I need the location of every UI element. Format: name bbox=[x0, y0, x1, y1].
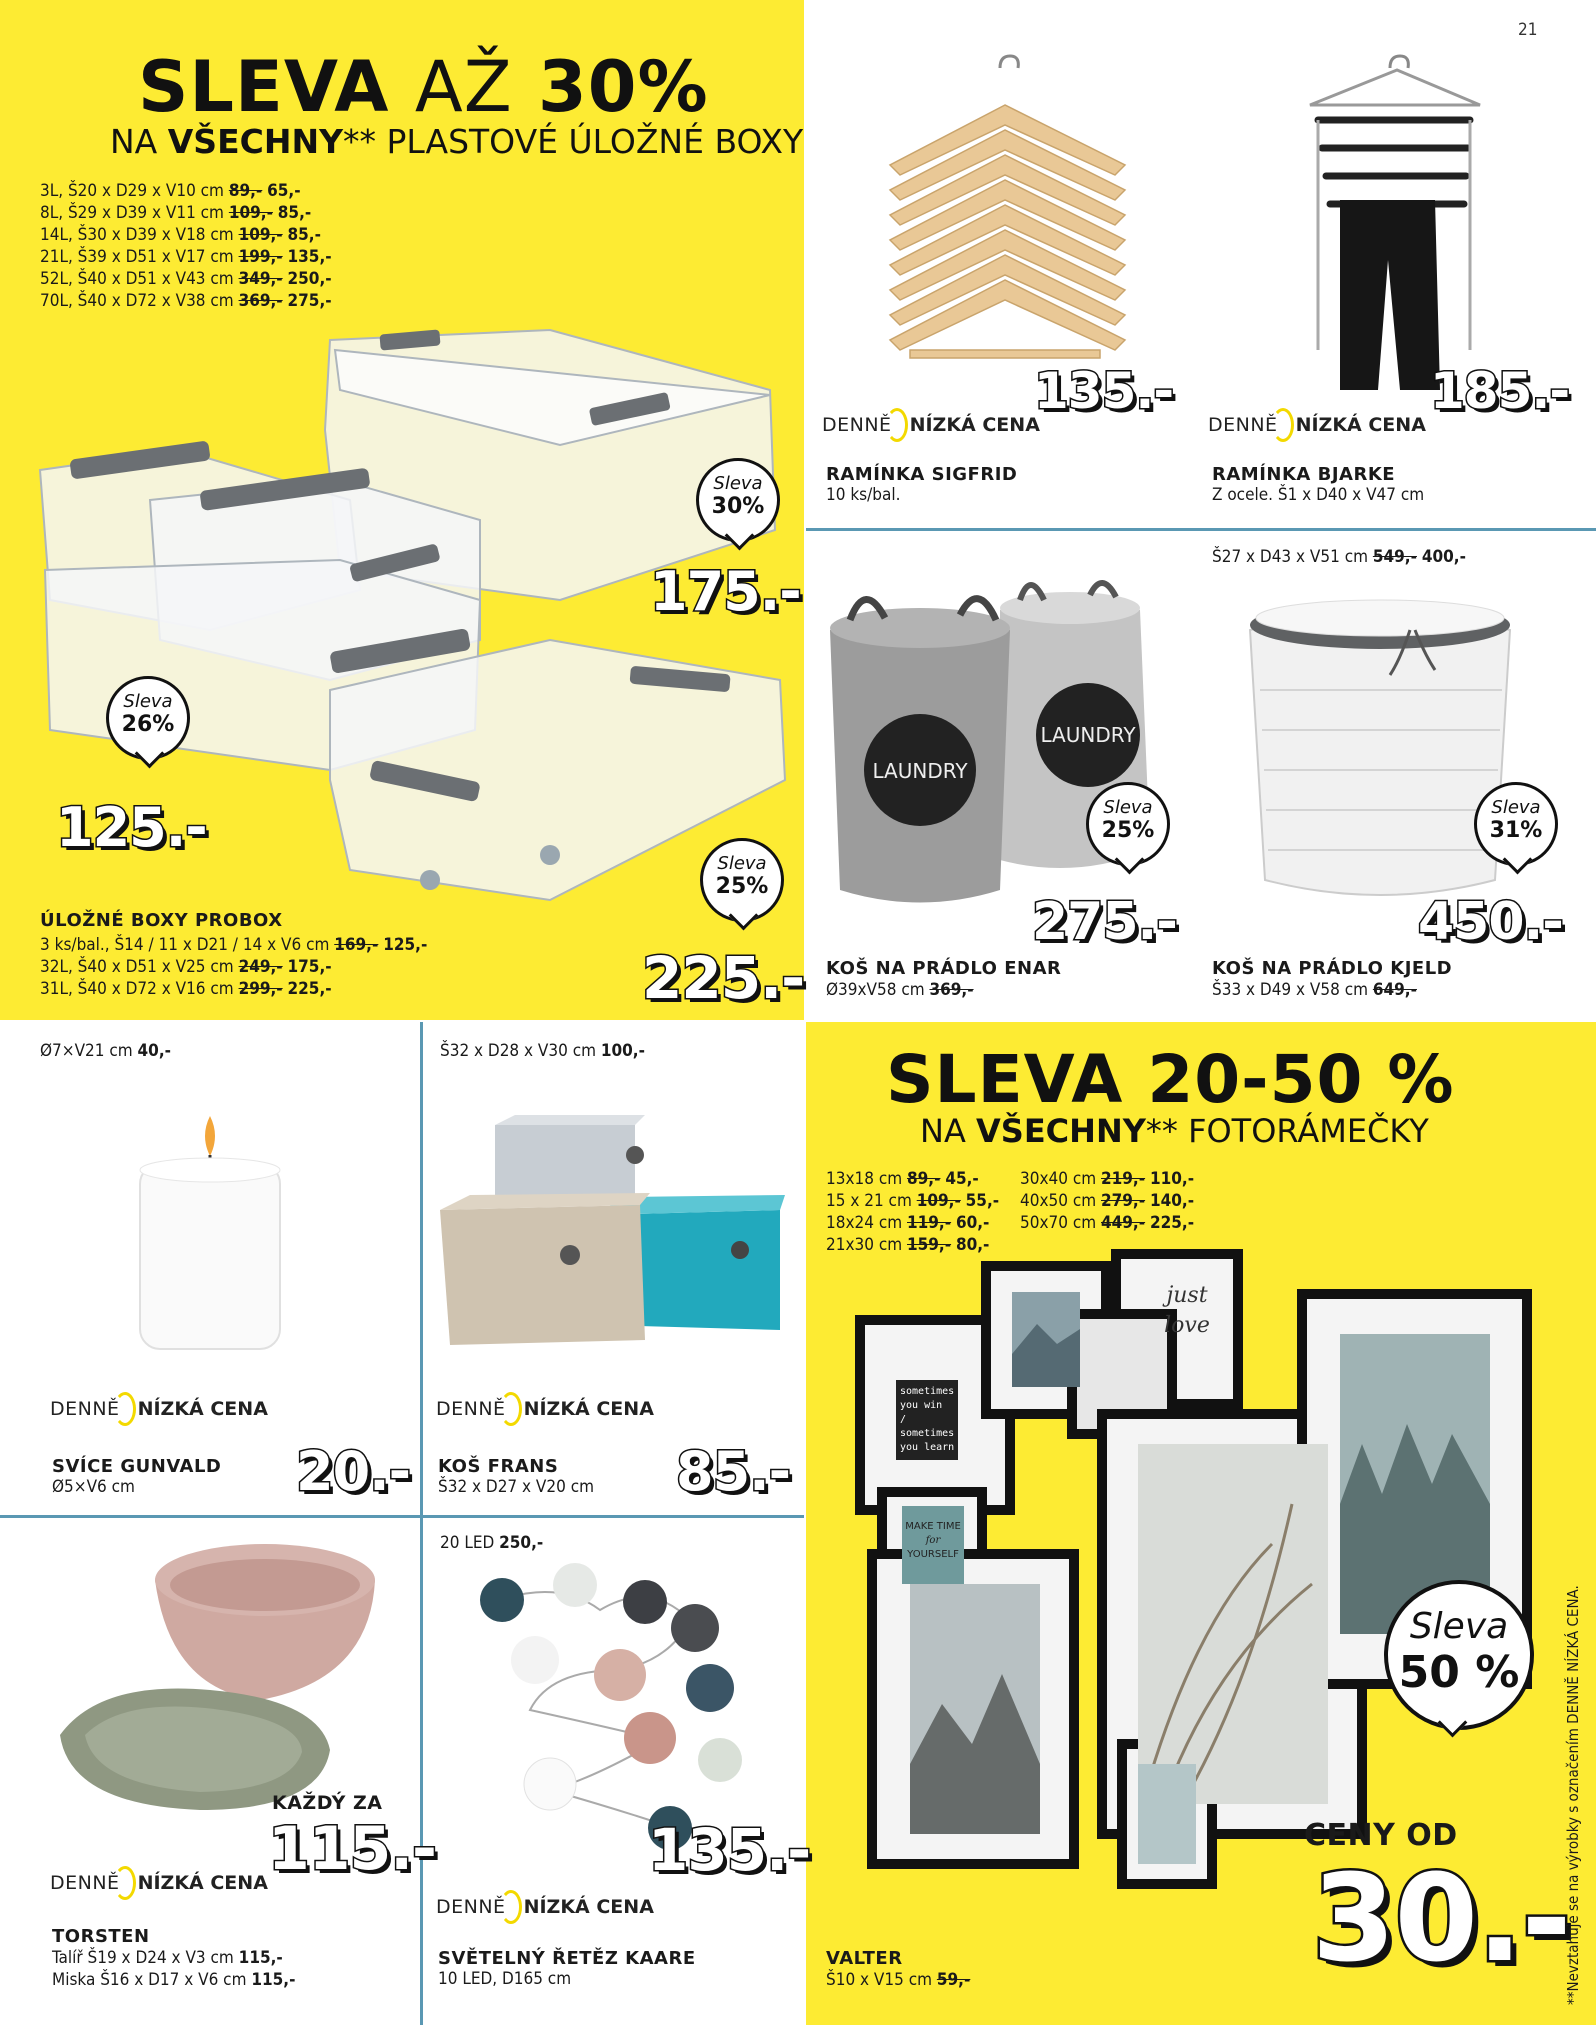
boxes-size-list bbox=[40, 180, 332, 312]
product-line: Miska Š16 x D17 x V6 cm 115,- bbox=[52, 1970, 296, 1990]
discount-badge: Sleva 25% bbox=[700, 838, 784, 922]
svg-text:sometimes: sometimes bbox=[900, 1428, 955, 1439]
each-for-label: KAŽDÝ ZA bbox=[272, 1792, 383, 1814]
product-line: Talíř Š19 x D24 x V3 cm 115,- bbox=[52, 1948, 283, 1968]
frans-info bbox=[438, 1456, 594, 1497]
daily-low-price-logo: DENNĚ NÍZKÁ CENA bbox=[822, 408, 1040, 442]
divider-top-right bbox=[806, 528, 1596, 531]
svg-text:LAUNDRY: LAUNDRY bbox=[872, 759, 968, 783]
size-row: 13x18 cm 89,- 45,- bbox=[826, 1169, 979, 1189]
kaare-top-spec: 20 LED 250,- bbox=[440, 1533, 544, 1553]
frames-subtitle: NA VŠECHNY** FOTORÁMEČKY bbox=[920, 1112, 1429, 1150]
daily-low-price-logo: DENNĚ NÍZKÁ CENA bbox=[436, 1890, 654, 1924]
daily-low-price-logo: DENNĚ NÍZKÁ CENA bbox=[436, 1392, 654, 1426]
discount-badge: Sleva 26% bbox=[106, 676, 190, 760]
product-desc: Š32 x D27 x V20 cm bbox=[438, 1477, 595, 1497]
price-tag: 135.- bbox=[1034, 362, 1174, 420]
svg-text:/: / bbox=[900, 1414, 907, 1425]
frames-size-list-right bbox=[1020, 1168, 1194, 1234]
price-tag: 450.- bbox=[1418, 892, 1563, 952]
discount-badge: Sleva 50 % bbox=[1384, 1580, 1534, 1730]
cotton-ball-lights-image bbox=[470, 1560, 770, 1860]
svg-text:for: for bbox=[925, 1535, 941, 1546]
product-name: KOŠ NA PRÁDLO KJELD bbox=[1212, 958, 1453, 979]
bowl-and-plate-image bbox=[40, 1540, 410, 1830]
svg-text:LAUNDRY: LAUNDRY bbox=[1040, 723, 1136, 747]
frames-title: SLEVA 20-50 % bbox=[886, 1041, 1455, 1118]
size-row: 50x70 cm 449,- 225,- bbox=[1020, 1213, 1195, 1233]
size-row: 14L, Š30 x D39 x V18 cm 109,- 85,- bbox=[40, 225, 321, 245]
product-name: RAMÍNKA SIGFRID bbox=[826, 464, 1018, 485]
frans-top-spec: Š32 x D28 x V30 cm 100,- bbox=[440, 1041, 645, 1061]
product-name: KOŠ NA PRÁDLO ENAR bbox=[826, 958, 1062, 979]
product-line: 31L, Š40 x D72 x V16 cm 299,- 225,- bbox=[40, 979, 332, 999]
price-tag: 30.- bbox=[1312, 1850, 1571, 1989]
candle-image bbox=[120, 1100, 300, 1370]
fabric-boxes-image bbox=[440, 1115, 790, 1355]
product-desc: Z ocele. Š1 x D40 x V47 cm bbox=[1212, 485, 1425, 505]
product-desc: Š10 x V15 cm 59,- bbox=[826, 1970, 971, 1990]
svg-text:love: love bbox=[1164, 1313, 1210, 1338]
product-name: SVĚTELNÝ ŘETĚZ KAARE bbox=[438, 1948, 696, 1969]
prices-from-label: CENY OD bbox=[1304, 1818, 1458, 1853]
price-tag: 275.- bbox=[1032, 892, 1177, 952]
sigfrid-info bbox=[826, 464, 1017, 505]
valter-info bbox=[826, 1948, 970, 1991]
svg-text:MAKE TIME: MAKE TIME bbox=[905, 1521, 961, 1532]
wicker-basket-image bbox=[1240, 580, 1520, 910]
page-number: 21 bbox=[1518, 20, 1538, 40]
daily-low-price-logo: DENNĚ NÍZKÁ CENA bbox=[1208, 408, 1426, 442]
size-row: 70L, Š40 x D72 x V38 cm 369,- 275,- bbox=[40, 291, 332, 311]
wooden-hangers-image bbox=[870, 50, 1140, 390]
kaare-info bbox=[438, 1948, 696, 1989]
size-row: 8L, Š29 x D39 x V11 cm 109,- 85,- bbox=[40, 203, 312, 223]
price-tag: 225.- bbox=[642, 944, 805, 1012]
price-tag: 185.- bbox=[1430, 362, 1570, 420]
frames-size-list-left bbox=[826, 1168, 999, 1256]
price-tag: 115.- bbox=[268, 1814, 436, 1884]
product-name: ÚLOŽNÉ BOXY PROBOX bbox=[40, 910, 283, 931]
discount-badge: Sleva 31% bbox=[1474, 782, 1558, 866]
svg-text:you learn: you learn bbox=[900, 1442, 955, 1453]
product-desc: 10 ks/bal. bbox=[826, 485, 901, 505]
size-row: 21L, Š39 x D51 x V17 cm 199,- 135,- bbox=[40, 247, 332, 267]
price-tag: 85.- bbox=[676, 1440, 791, 1503]
svg-text:sometimes: sometimes bbox=[900, 1386, 955, 1397]
product-desc: Š33 x D49 x V58 cm 649,- bbox=[1212, 980, 1417, 1000]
product-desc: 10 LED, D165 cm bbox=[438, 1969, 572, 1989]
product-line: 3 ks/bal., Š14 / 11 x D21 / 14 x V6 cm 169,- 125,- bbox=[40, 935, 428, 955]
kjeld-info bbox=[1212, 958, 1452, 1001]
size-row: 3L, Š20 x D29 x V10 cm 89,- 65,- bbox=[40, 181, 301, 201]
boxes-subtitle: NA VŠECHNY** PLASTOVÉ ÚLOŽNÉ BOXY bbox=[110, 122, 804, 161]
product-name: RAMÍNKA BJARKE bbox=[1212, 464, 1396, 485]
product-desc: Ø5×V6 cm bbox=[52, 1477, 135, 1497]
discount-badge: Sleva 30% bbox=[696, 458, 780, 542]
product-name: TORSTEN bbox=[52, 1926, 150, 1947]
product-line: 32L, Š40 x D51 x V25 cm 249,- 175,- bbox=[40, 957, 332, 977]
probox-info bbox=[40, 910, 427, 1000]
svg-text:just: just bbox=[1166, 1283, 1208, 1308]
divider-bottom-left bbox=[0, 1515, 804, 1518]
discount-badge: Sleva 25% bbox=[1086, 782, 1170, 866]
gunvald-top-spec: Ø7×V21 cm 40,- bbox=[40, 1041, 171, 1061]
size-row: 15 x 21 cm 109,- 55,- bbox=[826, 1191, 1000, 1211]
kjeld-top-spec: Š27 x D43 x V51 cm 549,- 400,- bbox=[1212, 547, 1466, 567]
daily-low-price-logo: DENNĚ NÍZKÁ CENA bbox=[50, 1392, 268, 1426]
size-row: 18x24 cm 119,- 60,- bbox=[826, 1213, 990, 1233]
product-name: VALTER bbox=[826, 1948, 903, 1969]
size-row: 30x40 cm 219,- 110,- bbox=[1020, 1169, 1195, 1189]
price-tag: 20.- bbox=[296, 1440, 411, 1503]
gunvald-info bbox=[52, 1456, 221, 1497]
trouser-hanger-image bbox=[1300, 50, 1490, 390]
price-tag: 135.- bbox=[648, 1816, 811, 1884]
product-name: KOŠ FRANS bbox=[438, 1456, 559, 1477]
svg-text:YOURSELF: YOURSELF bbox=[907, 1549, 959, 1560]
size-row: 52L, Š40 x D51 x V43 cm 349,- 250,- bbox=[40, 269, 332, 289]
size-row: 40x50 cm 279,- 140,- bbox=[1020, 1191, 1195, 1211]
bjarke-info bbox=[1212, 464, 1424, 505]
product-desc: Ø39xV58 cm 369,- bbox=[826, 980, 974, 1000]
price-tag: 175.- bbox=[650, 560, 801, 623]
footnote: **Nevztahuje se na výrobky s označením DENNĚ NÍZKÁ CENA. bbox=[1564, 1585, 1582, 2005]
size-row: 21x30 cm 159,- 80,- bbox=[826, 1235, 990, 1255]
product-name: SVÍCE GUNVALD bbox=[52, 1456, 222, 1477]
enar-info bbox=[826, 958, 1061, 1001]
torsten-info bbox=[52, 1926, 295, 1991]
daily-low-price-logo: DENNĚ NÍZKÁ CENA bbox=[50, 1866, 268, 1900]
price-tag: 125.- bbox=[56, 796, 207, 859]
boxes-title: SLEVA AŽ 30% bbox=[138, 46, 709, 128]
svg-text:you win: you win bbox=[900, 1400, 943, 1411]
